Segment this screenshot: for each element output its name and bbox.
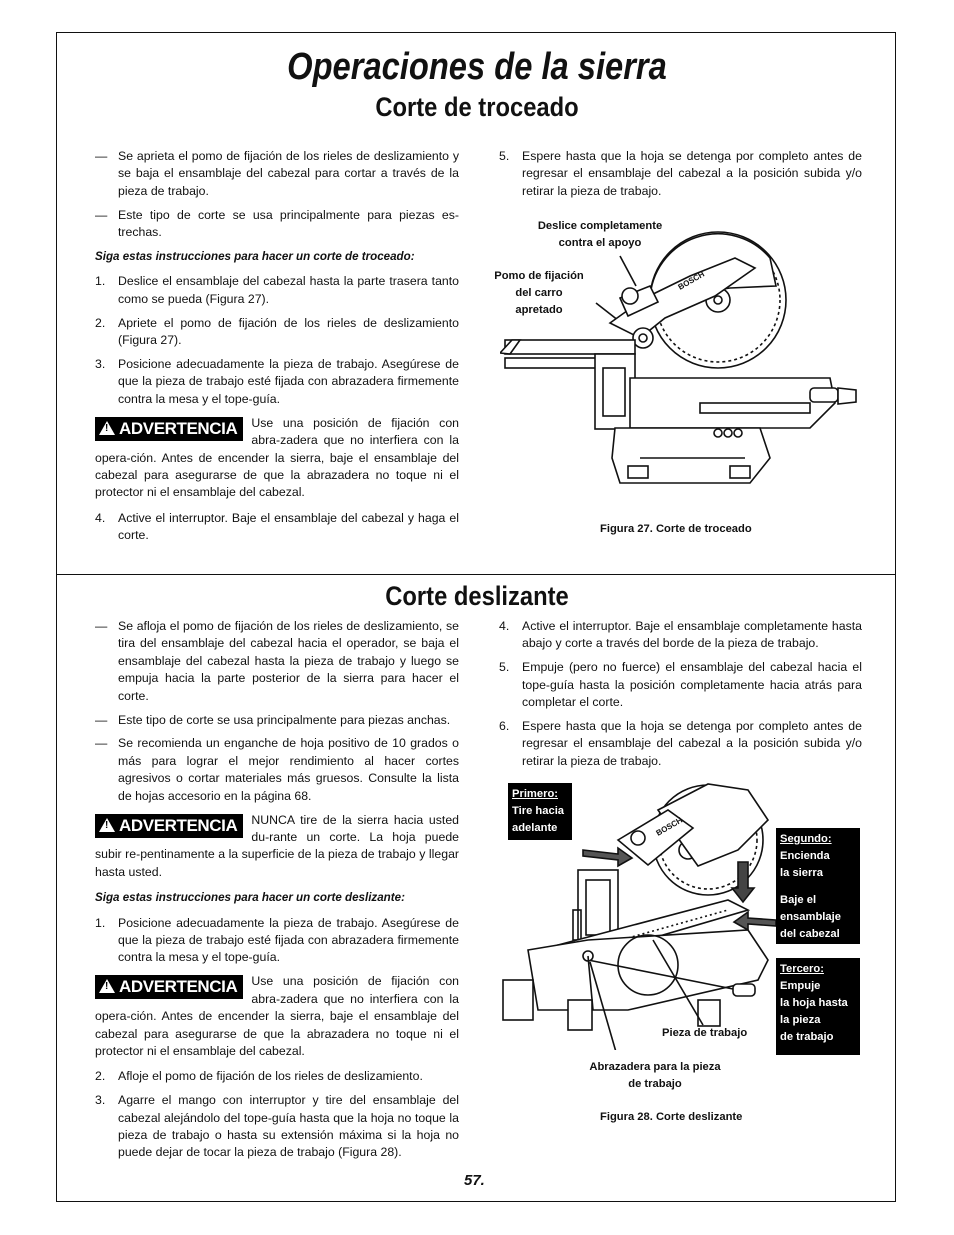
warning-badge: !ADVERTENCIA: [95, 417, 243, 441]
list-item: 1. Deslice el ensamblaje del cabezal hasta la parte trasera tanto como se pueda (Figura 27).: [95, 274, 459, 306]
list-item: 6. Espere hasta que la hoja se detenga por completo antes de regresar el ensamblaje del cabezal a la posición subida y/o retirar la pieza de trabajo.: [499, 719, 862, 768]
list-item: 2. Afloje el pomo de fijación de los rieles de deslizamiento.: [95, 1069, 423, 1084]
page-number: 57.: [464, 1172, 485, 1189]
warning-triangle-icon: [99, 421, 115, 435]
warning-triangle-icon: [99, 818, 115, 832]
callout-first: Primero: Tire hacia adelante: [508, 783, 572, 840]
figure28-brand: BOSCH: [654, 815, 685, 838]
warning-paragraph: !ADVERTENCIA NUNCA tire de la sierra hacia usted du-rante un corte. La hoja puede subir re-pentinamente a la superficie de la pieza de trabajo y llegar hasta usted.: [95, 812, 459, 882]
list-item: 5. Espere hasta que la hoja se detenga por completo antes de regresar el ensamblaje del cabezal a la posición subida y/o retirar la pieza de trabajo.: [499, 149, 862, 198]
list-item: 2. Apriete el pomo de fijación de los rieles de deslizamiento (Figura 27).: [95, 315, 459, 348]
callout-second: Segundo: Encienda la sierra Baje el ensamblaje del cabezal: [776, 828, 860, 944]
list-item: 4. Active el interruptor. Baje el ensamblaje del cabezal y haga el corte.: [95, 510, 459, 543]
list-item: 3. Agarre el mango con interruptor y tire del ensamblaje del cabezal alejándolo del tope-guía hasta que la hoja no toque la pieza de trabajo o hasta su extensión máxima si la hoja no puede dejar de tocar la pieza de trabajo (Figura 28).: [95, 1093, 459, 1160]
list-item: 5. Empuje (pero no fuerce) el ensamblaje del cabezal hacia el tope-guía hasta la posición completamente hacia atrás para completar el corte.: [499, 660, 862, 710]
list-item: — Se afloja el pomo de fijación de los rieles de deslizamiento, se tira del ensamblaje del cabezal hacia el operador, se baja el ensamblaje del cabezal hasta la pieza de trabajo y luego se empuja hacia la parte posterior de la sierra para hacer el corte.: [95, 619, 459, 703]
list-item: — Se recomienda un enganche de hoja positivo de 10 grados o más para lograr el mejor rendimiento al hacer cortes agresivos o cortar materiales más gruesos. Consulte la lista de hojas accesorio en la página 68.: [95, 736, 459, 803]
page-title: Operaciones de la sierra: [287, 46, 667, 88]
figure27-label-slide: Deslice completamente contra el apoyo: [537, 220, 663, 249]
figure28-label-clamp: Abrazadera para la pieza de trabajo: [589, 1061, 721, 1090]
instructions-lead: Siga estas instrucciones para hacer un corte deslizante:: [95, 891, 405, 905]
list-item: — Este tipo de corte se usa principalmente para piezas es-trechas.: [95, 207, 459, 240]
warning-paragraph: !ADVERTENCIA Use una posición de fijación con abra-zadera que no interfiera con la opera-ción. Antes de encender la sierra, baje el ensamblaje del cabezal para asegurarse de que la abrazadera no toque ni el protector ni el ensamblaje del cabezal.: [95, 973, 459, 1060]
list-item: 3. Posicione adecuadamente la pieza de trabajo. Asegúrese de que la pieza de trabajo esté fijada con abrazadera firmemente contra la mesa y el tope-guía.: [95, 357, 459, 406]
list-item: 1. Posicione adecuadamente la pieza de trabajo. Asegúrese de que la pieza de trabajo esté fijada con abrazadera firmemente contra la mesa y el tope-guía.: [95, 915, 459, 965]
slide-cut-left-column: [95, 618, 459, 1168]
warning-paragraph: !ADVERTENCIA Use una posición de fijación con abra-zadera que no interfiera con la opera-ción. Antes de encender la sierra, baje el ensamblaje del cabezal para asegurarse de que la abrazadera no toque ni el protector ni el ensamblaje del cabezal.: [95, 415, 459, 502]
figure27-label-knob: Pomo de fijación del carro apretado: [494, 270, 584, 316]
section-divider: [56, 574, 896, 575]
list-item: — Se aprieta el pomo de fijación de los rieles de deslizamiento y se baja el ensamblaje del cabezal para cortar a través de la pieza de trabajo.: [95, 149, 459, 198]
warning-triangle-icon: [99, 979, 115, 993]
slide-cut-right-column: [499, 618, 862, 777]
section-title-slide-cut: Corte deslizante: [385, 581, 569, 611]
figure27-caption: Figura 27. Corte de troceado: [600, 523, 752, 535]
figure28-caption: Figura 28. Corte deslizante: [600, 1111, 743, 1123]
chop-cut-right-column: [499, 148, 862, 207]
warning-badge: !ADVERTENCIA: [95, 814, 243, 838]
list-item: — Este tipo de corte se usa principalmente para piezas anchas.: [95, 712, 451, 727]
warning-badge: !ADVERTENCIA: [95, 975, 243, 999]
instructions-lead: Siga estas instrucciones para hacer un corte de troceado:: [95, 250, 415, 264]
figure27-brand: BOSCH: [676, 269, 707, 292]
callout-third: Tercero: Empuje la hoja hasta la pieza de trabajo: [776, 958, 860, 1055]
figure28-label-workpiece: Pieza de trabajo: [662, 1027, 748, 1039]
figure27-miter-saw-illustration: [500, 228, 862, 490]
list-item: 4. Active el interruptor. Baje el ensamblaje completamente hasta abajo y corte a través del borde de la pieza de trabajo.: [499, 619, 862, 651]
chop-cut-left-column: [95, 148, 459, 551]
section-title-chop-cut: Corte de troceado: [375, 92, 579, 122]
